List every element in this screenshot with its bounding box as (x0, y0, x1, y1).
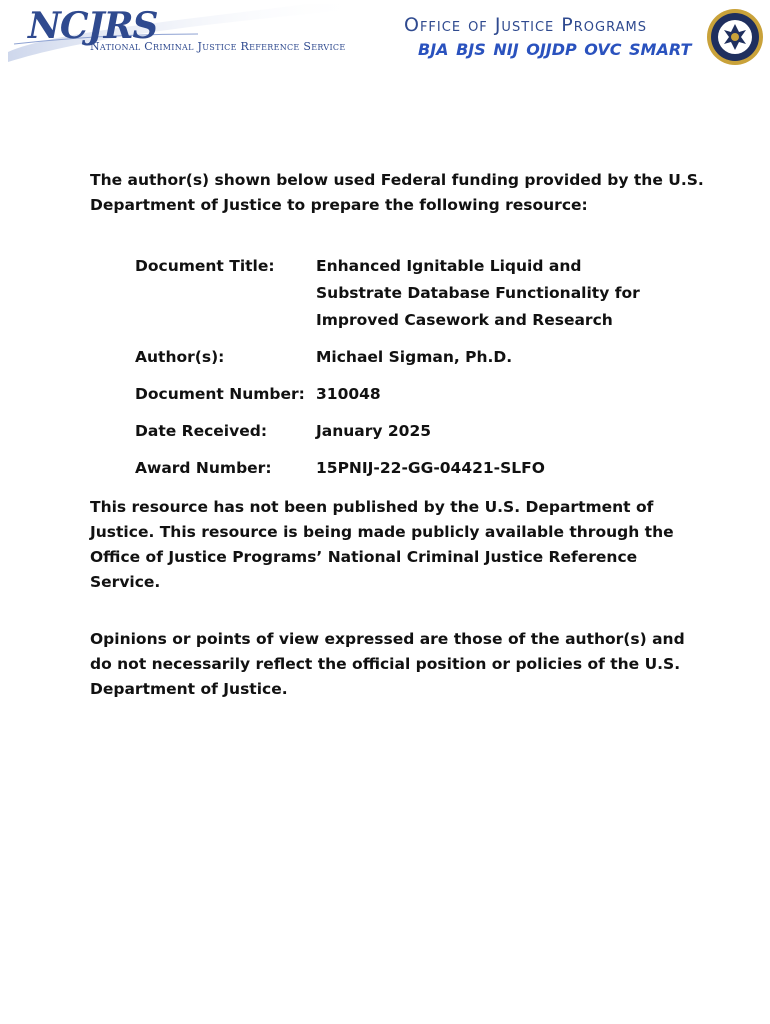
doj-seal-icon (706, 8, 764, 66)
page-header (0, 0, 770, 80)
metadata-row-title (135, 253, 666, 334)
ncjrs-logo-text: NCJRS (28, 5, 158, 47)
document-title-label: Document Title: (135, 257, 275, 275)
author-label: Author(s): (135, 348, 225, 366)
document-number-value: 310048 (316, 385, 381, 403)
ncjrs-subtitle: National Criminal Justice Reference Service (90, 40, 346, 53)
ncjrs-logo (8, 4, 368, 64)
metadata-row-award (135, 445, 666, 482)
metadata-row-author (135, 334, 666, 371)
ojp-bureaus: BJA BJS NIJ OJJDP OVC SMART (418, 40, 692, 59)
disclaimer: Opinions or points of view expressed are those of the author(s) and do not necessarily reflect the official position or policies of the U.S. Department of Justice. (90, 630, 685, 698)
ojp-title: Office of Justice Programs (404, 14, 647, 36)
document-number-label: Document Number: (135, 385, 305, 403)
date-received-label: Date Received: (135, 422, 268, 440)
metadata-row-date (135, 408, 666, 445)
date-received-value: January 2025 (316, 422, 432, 440)
intro-statement: The author(s) shown below used Federal funding provided by the U.S. Department of Justice to prepare the following resource: (90, 171, 704, 214)
document-title-value: Enhanced Ignitable Liquid and Substrate Database Functionality for Improved Casework and Research (316, 257, 640, 329)
document-body (90, 168, 710, 702)
author-value: Michael Sigman, Ph.D. (316, 348, 513, 366)
ojp-logo (400, 10, 764, 72)
metadata-row-document-number (135, 371, 666, 408)
publication-notice: This resource has not been published by the U.S. Department of Justice. This resource is being made publicly available through the Office of Justice Programs’ National Criminal Justice Reference Service. (90, 498, 674, 591)
award-number-value: 15PNIJ-22-GG-04421-SLFO (316, 459, 545, 477)
document-metadata (135, 253, 666, 482)
award-number-label: Award Number: (135, 459, 272, 477)
